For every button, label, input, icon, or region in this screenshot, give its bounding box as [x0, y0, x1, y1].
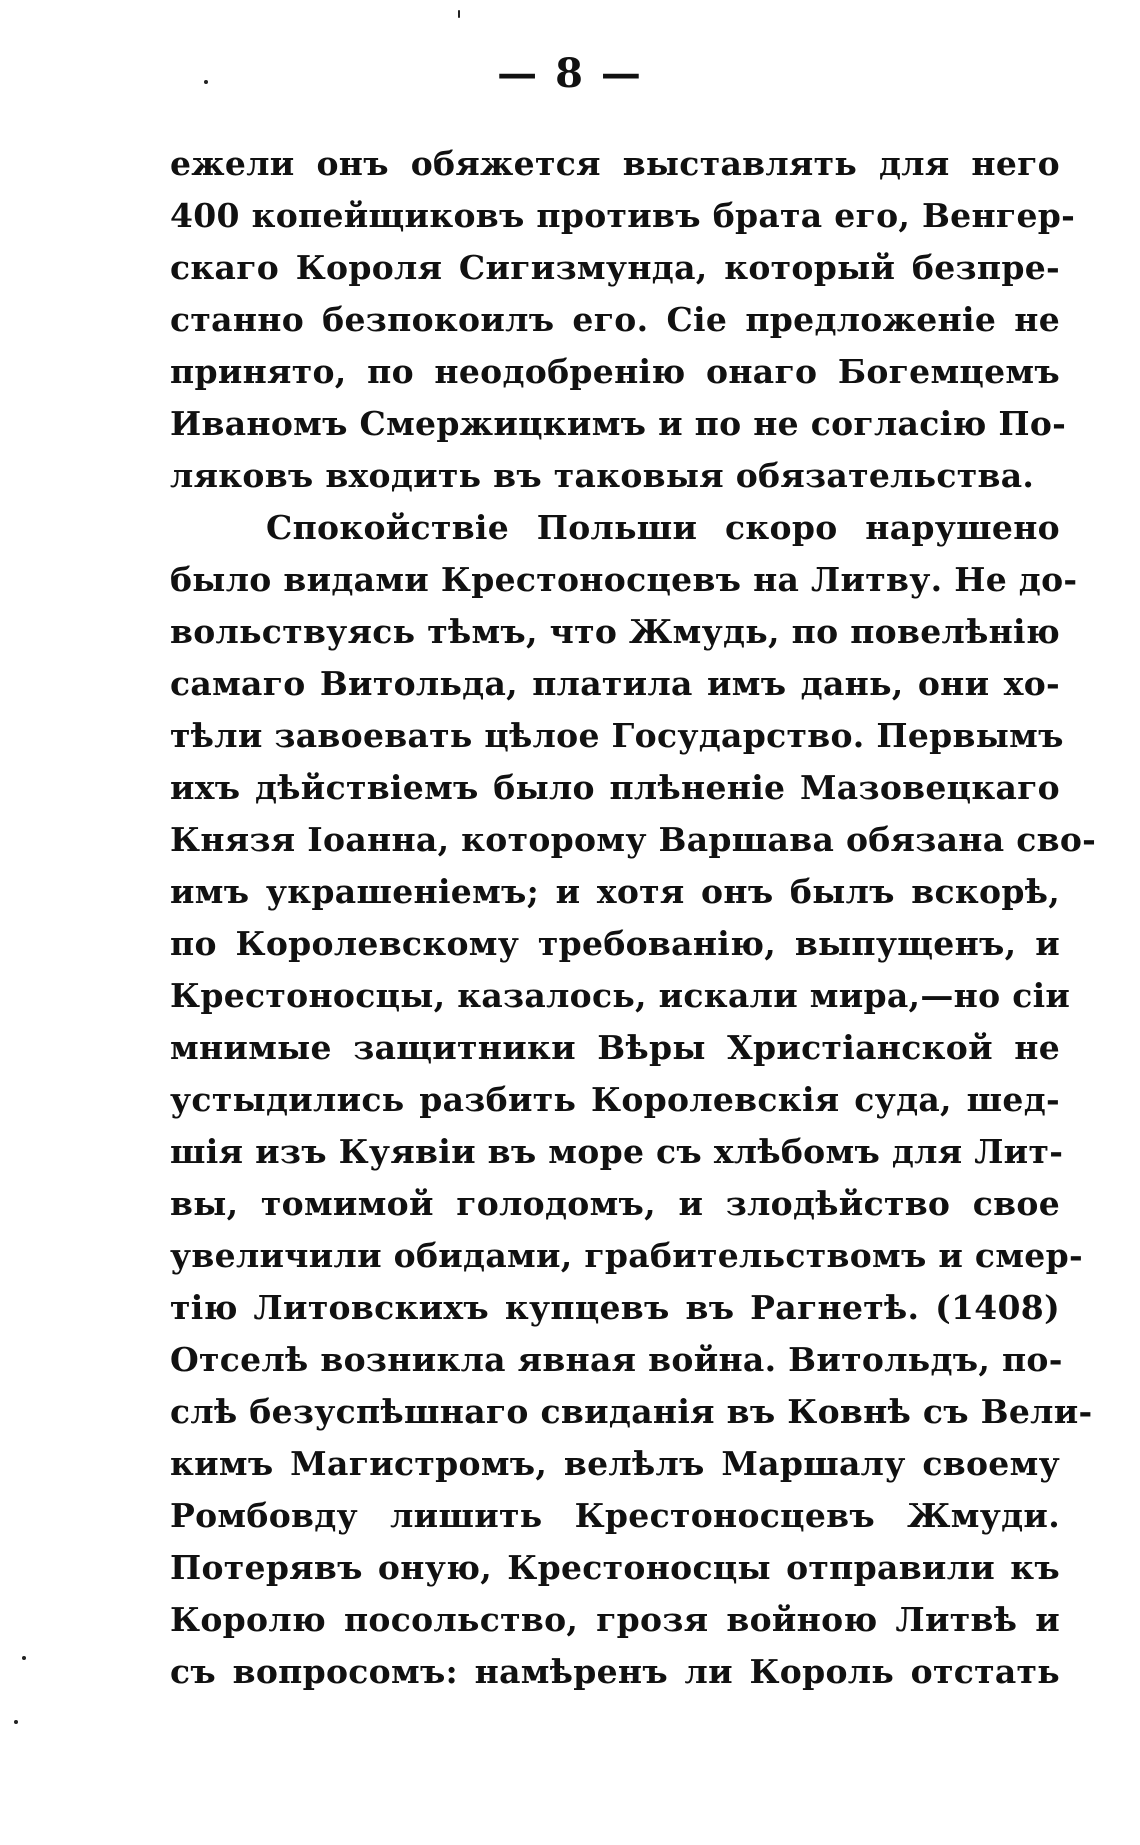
- text-line: увеличили обидами, грабительствомъ и смер-: [170, 1236, 1083, 1275]
- text-line: слѣ безуспѣшнаго свиданія въ Ковнѣ съ Вели-: [170, 1392, 1093, 1431]
- text-line: съ вопросомъ: намѣренъ ли Король отстать: [170, 1652, 1060, 1691]
- print-speck: [204, 80, 208, 84]
- text-line: ежели онъ обяжется выставлять для него: [170, 144, 1060, 183]
- text-line: мнимые защитники Вѣры Христіанской не: [170, 1028, 1060, 1067]
- text-line: скаго Короля Сигизмунда, который безпре-: [170, 248, 1060, 287]
- paragraph-end-line: ляковъ входить въ таковыя обязательства.: [170, 456, 1035, 495]
- text-line: Ромбовду лишить Крестоносцевъ Жмуди.: [170, 1496, 1060, 1535]
- body-text: [170, 138, 1097, 1698]
- text-line: тію Литовскихъ купцевъ въ Рагнетѣ. (1408): [170, 1288, 1060, 1327]
- print-speck: [14, 1720, 18, 1724]
- text-line: Отселѣ возникла явная война. Витольдъ, по-: [170, 1340, 1063, 1379]
- text-line: вы, томимой голодомъ, и злодѣйство свое: [170, 1184, 1060, 1223]
- text-line: вольствуясь тѣмъ, что Жмудь, по повелѣнію: [170, 612, 1060, 651]
- page-number: — 8 —: [497, 50, 643, 97]
- text-line: шія изъ Куявіи въ море съ хлѣбомъ для Лит-: [170, 1132, 1064, 1171]
- text-line: кимъ Магистромъ, велѣлъ Маршалу своему: [170, 1444, 1060, 1483]
- text-line: Князя Іоанна, которому Варшава обязана сво-: [170, 820, 1097, 859]
- text-line: устыдились разбить Королевскія суда, шед-: [170, 1080, 1060, 1119]
- text-line: тѣли завоевать цѣлое Государство. Первымъ: [170, 716, 1064, 755]
- paragraph-start-line: Спокойствіе Польши скоро нарушено: [266, 508, 1060, 547]
- text-line: Иваномъ Смержицкимъ и по не согласію По-: [170, 404, 1067, 443]
- text-line: Потерявъ оную, Крестоносцы отправили къ: [170, 1548, 1060, 1587]
- text-line: Крестоносцы, казалось, искали мира,—но сіи: [170, 976, 1071, 1015]
- text-line: станно безпокоилъ его. Сіе предложеніе не: [170, 300, 1060, 339]
- print-speck: [458, 10, 460, 18]
- text-line: Королю посольство, грозя войною Литвѣ и: [170, 1600, 1060, 1639]
- print-speck: [22, 1656, 26, 1660]
- text-line: по Королевскому требованію, выпущенъ, и: [170, 924, 1060, 963]
- text-line: принято, по неодобренію онаго Богемцемъ: [170, 352, 1060, 391]
- text-line: было видами Крестоносцевъ на Литву. Не до-: [170, 560, 1078, 599]
- text-line: самаго Витольда, платила имъ дань, они хо-: [170, 664, 1060, 703]
- text-line: имъ украшеніемъ; и хотя онъ былъ вскорѣ,: [170, 872, 1060, 911]
- text-line: ихъ дѣйствіемъ было плѣненіе Мазовецкаго: [170, 768, 1060, 807]
- text-line: 400 копейщиковъ противъ брата его, Венгер-: [170, 196, 1076, 235]
